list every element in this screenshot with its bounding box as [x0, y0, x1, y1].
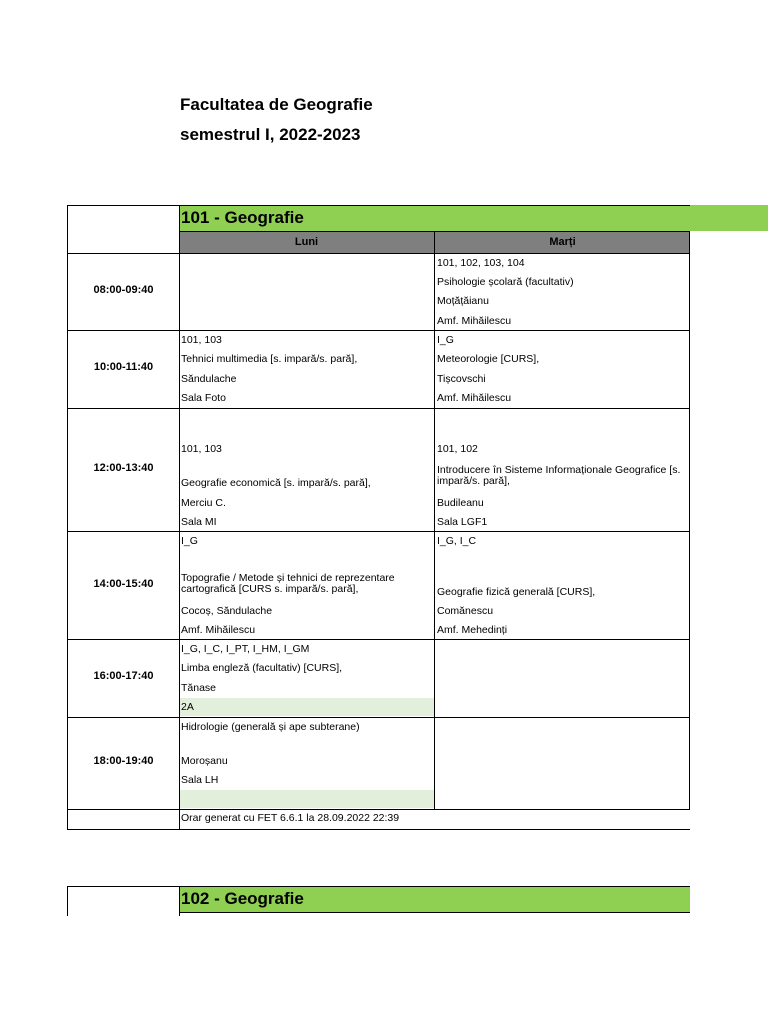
semester-title: semestrul I, 2022-2023 — [180, 125, 361, 144]
time-slot-label: 08:00-09:40 — [93, 284, 154, 296]
course-name: Hidrologie (generală și ape subterane) — [181, 721, 360, 733]
grid-line — [67, 639, 690, 640]
day-header-marti: Marți — [435, 232, 690, 253]
course-cell-luni — [179, 330, 434, 408]
grid-line — [689, 232, 690, 809]
grid-line — [67, 531, 690, 532]
course-teacher: Cocoș, Săndulache — [181, 605, 273, 617]
course-room: Sala LGF1 — [437, 516, 488, 528]
grid-line — [67, 205, 68, 830]
course-cell-luni — [179, 531, 434, 639]
course-name: Psihologie școlară (facultativ) — [437, 276, 574, 288]
course-teacher: Moțățăianu — [437, 295, 489, 307]
group-title-band — [179, 886, 690, 912]
course-room: 2A — [181, 701, 194, 713]
course-groups: I_G, I_C — [437, 535, 477, 547]
course-teacher: Budileanu — [437, 497, 484, 509]
grid-line — [179, 205, 180, 830]
grid-line — [67, 886, 690, 887]
course-name: Topografie / Metode și tehnici de reprezentare cartografică [CURS s. impară/s. pară], — [181, 572, 395, 595]
course-groups: 101, 103 — [181, 334, 222, 346]
course-name: Introducere în Sisteme Informaționale Geografice [s. impară/s. pară], — [437, 464, 681, 487]
time-slot-label: 12:00-13:40 — [93, 462, 154, 474]
course-cell-marti — [435, 253, 690, 330]
course-teacher: Comănescu — [437, 605, 494, 617]
grid-line — [67, 408, 690, 409]
course-cell-luni — [179, 408, 434, 531]
course-teacher: Merciu C. — [181, 497, 226, 509]
course-cell-marti — [435, 408, 690, 531]
faculty-title: Facultatea de Geografie — [180, 95, 373, 114]
group-title: 101 - Geografie — [181, 208, 304, 227]
grid-line — [67, 886, 68, 916]
time-slot-label: 16:00-17:40 — [93, 670, 154, 682]
grid-line — [67, 717, 690, 718]
course-groups: I_G — [181, 535, 198, 547]
course-room: Sala LH — [181, 774, 219, 786]
group-title-band — [179, 205, 768, 231]
generated-footer: Orar generat cu FET 6.6.1 la 28.09.2022 22:39 — [181, 812, 400, 824]
course-groups: 101, 102, 103, 104 — [437, 257, 525, 269]
course-groups: I_G — [437, 334, 454, 346]
course-name: Limba engleză (facultativ) [CURS], — [181, 662, 343, 674]
grid-line — [67, 330, 690, 331]
course-teacher: Săndulache — [181, 373, 237, 385]
day-header-luni: Luni — [179, 232, 434, 253]
course-room: Amf. Mihăilescu — [181, 624, 256, 636]
course-cell-luni — [179, 639, 434, 717]
course-teacher: Moroșanu — [181, 755, 228, 767]
course-cell-marti — [435, 531, 690, 639]
time-slot-label: 10:00-11:40 — [93, 361, 154, 373]
course-teacher: Tănase — [181, 682, 217, 694]
course-name: Geografie economică [s. impară/s. pară], — [181, 477, 371, 489]
grid-line — [179, 231, 690, 232]
course-name: Meteorologie [CURS], — [437, 353, 540, 365]
course-name: Geografie fizică generală [CURS], — [437, 586, 596, 598]
course-room: Sala Foto — [181, 392, 226, 404]
course-room: Sala MI — [181, 516, 217, 528]
grid-line — [434, 232, 435, 809]
course-groups: 101, 102 — [437, 443, 478, 455]
course-groups: 101, 103 — [181, 443, 222, 455]
course-cell-marti — [435, 330, 690, 408]
group-title: 102 - Geografie — [181, 889, 304, 908]
grid-line — [67, 829, 690, 830]
course-room: Amf. Mihăilescu — [437, 315, 512, 327]
course-room: Amf. Mihăilescu — [437, 392, 512, 404]
course-name: Tehnici multimedia [s. impară/s. pară], — [181, 353, 358, 365]
grid-line — [179, 912, 690, 913]
grid-line — [67, 205, 690, 206]
time-slot-label: 18:00-19:40 — [93, 755, 154, 767]
grid-line — [67, 809, 690, 810]
course-cell-luni — [179, 717, 434, 809]
grid-line — [67, 253, 690, 254]
course-room: Amf. Mehedinți — [437, 624, 508, 636]
course-teacher: Tișcovschi — [437, 373, 486, 385]
course-groups: I_G, I_C, I_PT, I_HM, I_GM — [181, 643, 310, 655]
time-slot-label: 14:00-15:40 — [93, 578, 154, 590]
